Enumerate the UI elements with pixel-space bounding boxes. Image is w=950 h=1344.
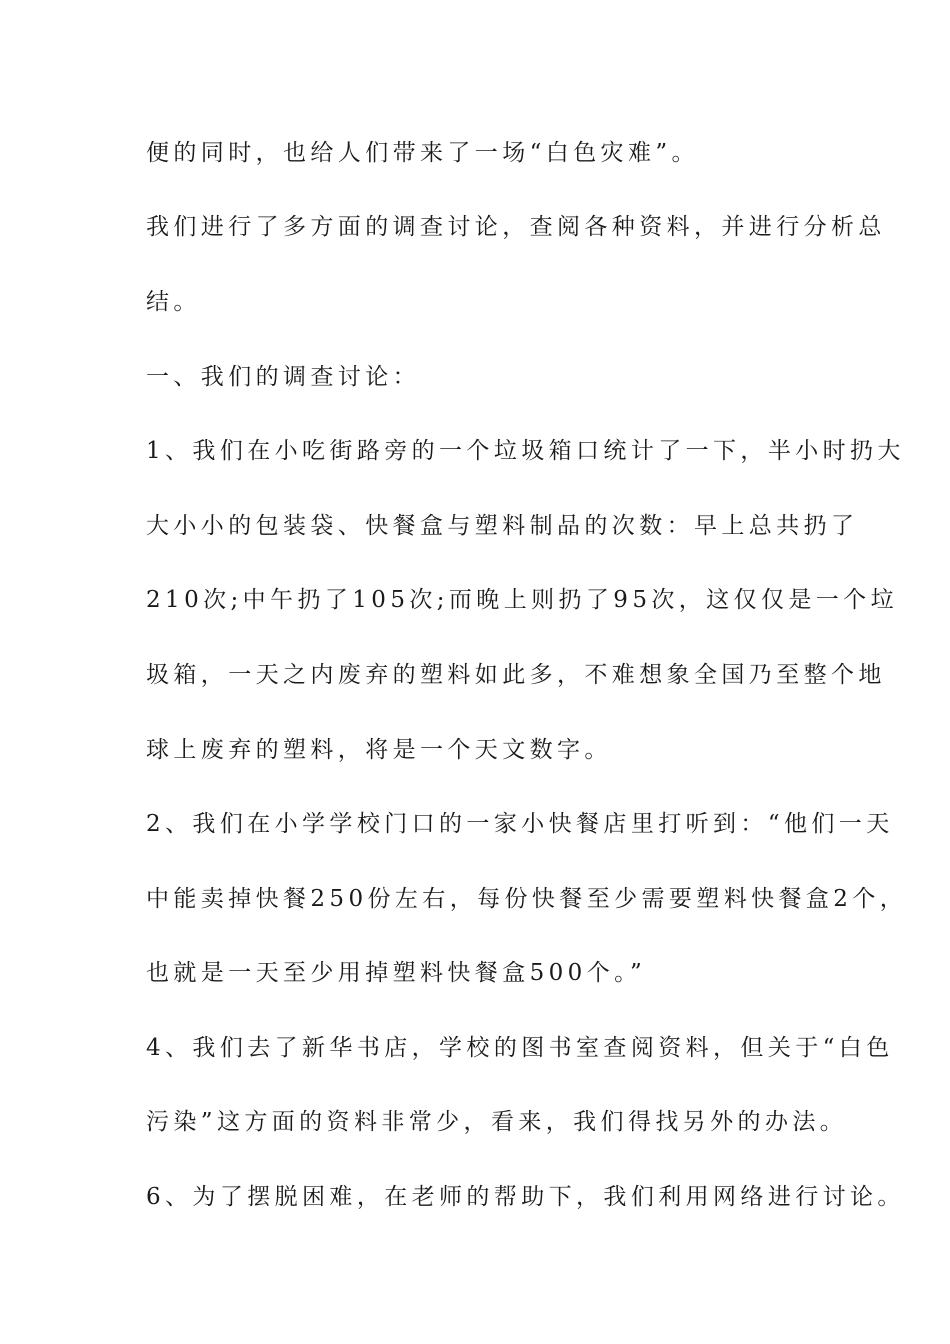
text-line: 我们进行了多方面的调查讨论，查阅各种资料，并进行分析总 (146, 214, 886, 240)
text-line: 结。 (146, 289, 201, 315)
section-heading: 一、我们的调查讨论： (146, 364, 420, 390)
text-line: 4、我们去了新华书店，学校的图书室查阅资料，但关于“白色 (146, 1035, 894, 1061)
text-line: 球上废弃的塑料，将是一个天文数字。 (146, 737, 612, 763)
text-line: 中能卖掉快餐250份左右，每份快餐至少需要塑料快餐盒2个， (146, 886, 908, 912)
text-line: 6、为了摆脱困难，在老师的帮助下，我们利用网络进行讨论。 (146, 1184, 905, 1210)
text-line: 210次;中午扔了105次;而晚上则扔了95次，这仅仅是一个垃 (146, 587, 898, 613)
text-line: 2、我们在小学学校门口的一家小快餐店里打听到：“他们一天 (146, 811, 894, 837)
text-line: 大小小的包装袋、快餐盒与塑料制品的次数：早上总共扔了 (146, 513, 859, 539)
text-line: 便的同时，也给人们带来了一场“白色灾难”。 (146, 140, 699, 166)
text-line: 也就是一天至少用掉塑料快餐盒500个。” (146, 960, 647, 986)
text-line: 污染”这方面的资料非常少，看来，我们得找另外的办法。 (146, 1109, 848, 1135)
text-line: 圾箱，一天之内废弃的塑料如此多，不难想象全国乃至整个地 (146, 662, 886, 688)
text-line: 1、我们在小吃街路旁的一个垃圾箱口统计了一下，半小时扔大 (146, 438, 905, 464)
